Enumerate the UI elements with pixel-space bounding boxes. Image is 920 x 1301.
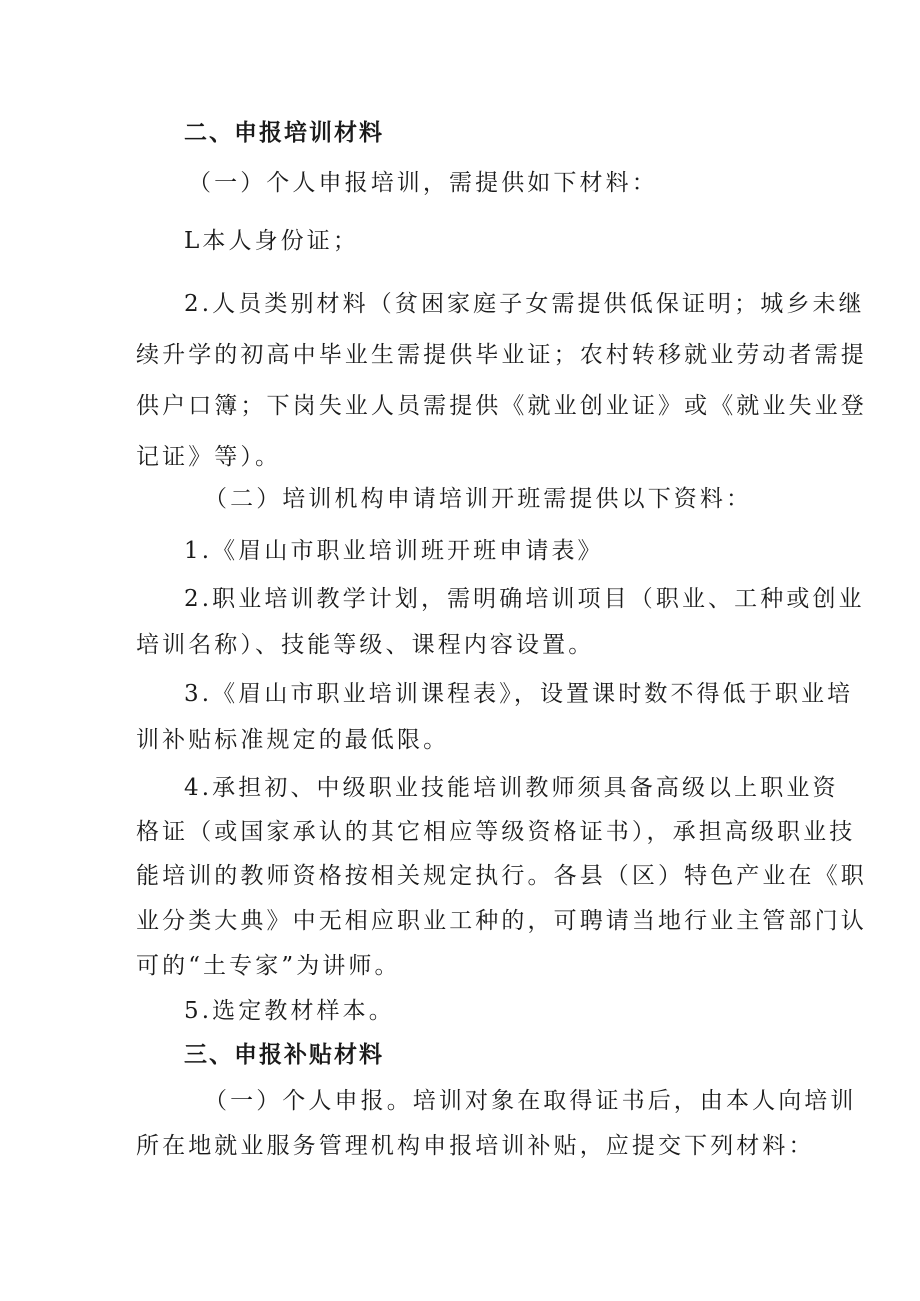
subsection-title-individual: （一）个人申报培训，需提供如下材料： — [188, 170, 658, 196]
org-item-teaching-plan-line-2: 培训名称）、技能等级、课程内容设置。 — [136, 632, 595, 658]
section-heading-subsidy-materials: 三、申报补贴材料 — [184, 1042, 384, 1068]
org-item-teacher-qualification-line-5: 可的“土专家”为讲师。 — [136, 953, 401, 979]
subsidy-individual-line-2: 所在地就业服务管理机构申报培训补贴，应提交下列材料： — [136, 1133, 815, 1159]
list-item-category-line-2: 续升学的初高中毕业生需提供毕业证；农村转移就业劳动者需提 — [136, 342, 867, 368]
list-item-category-line-1: 2.人员类别材料（贫困家庭子女需提供低保证明；城乡未继 — [184, 291, 865, 317]
org-item-teacher-qualification-line-2: 格证（或国家承认的其它相应等级资格证书），承担高级职业技 — [136, 819, 856, 845]
org-item-teacher-qualification-line-1: 4.承担初、中级职业技能培训教师须具备高级以上职业资 — [184, 775, 839, 801]
org-item-course-schedule-line-1: 3.《眉山市职业培训课程表》，设置课时数不得低于职业培 — [184, 681, 854, 707]
org-item-textbook-sample: 5.选定教材样本。 — [184, 998, 395, 1024]
org-item-course-schedule-line-2: 训补贴标准规定的最低限。 — [136, 727, 450, 753]
subsidy-individual-line-1: （一）个人申报。培训对象在取得证书后，由本人向培训 — [204, 1088, 857, 1114]
org-item-teacher-qualification-line-3: 能培训的教师资格按相关规定执行。各县（区）特色产业在《职 — [136, 863, 867, 889]
list-item-category-line-4: 记证》等）。 — [136, 444, 282, 470]
org-item-application-form: 1.《眉山市职业培训班开班申请表》 — [184, 538, 604, 564]
org-item-teaching-plan-line-1: 2.职业培训教学计划，需明确培训项目（职业、工种或创业 — [184, 586, 865, 612]
list-item-id-card: L本人身份证； — [184, 228, 359, 254]
org-item-teacher-qualification-line-4: 业分类大典》中无相应职业工种的，可聘请当地行业主管部门认 — [136, 908, 867, 934]
subsection-title-institution: （二）培训机构申请培训开班需提供以下资料： — [204, 486, 753, 512]
section-heading-apply-training-materials: 二、申报培训材料 — [184, 120, 384, 146]
list-item-category-line-3: 供户口簿；下岗失业人员需提供《就业创业证》或《就业失业登 — [136, 393, 867, 419]
